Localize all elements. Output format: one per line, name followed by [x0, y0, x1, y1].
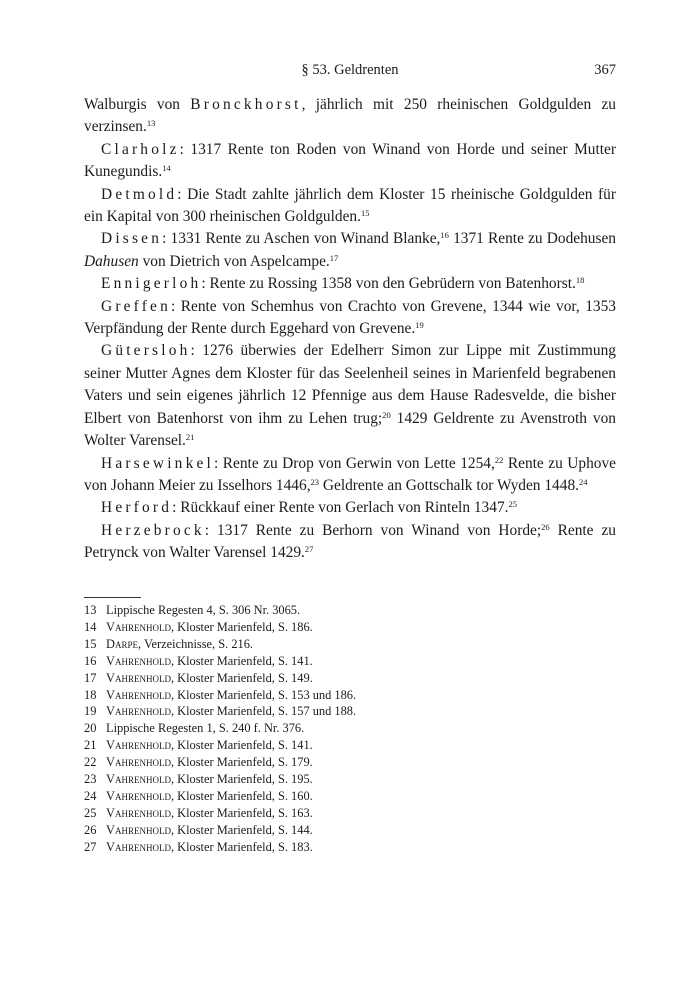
footnote-text: Lippische Regesten 4, S. 306 Nr. 3065.	[106, 603, 301, 617]
footnote-number: 19	[84, 704, 97, 719]
footnote-author: Vahrenhold	[106, 653, 171, 668]
footnote-number: 17	[84, 670, 97, 685]
paragraph-text: Rente zu Uphove von Johann Meier zu Isselhors 1446,	[84, 454, 616, 494]
footnote-text: , Kloster Marienfeld, S. 141.	[170, 738, 313, 753]
footnote-number: 22	[84, 755, 97, 770]
paragraph-text: Geldrente an Gottschalk tor Wyden 1448.	[319, 476, 579, 494]
footnote-author: Vahrenhold	[106, 670, 171, 685]
place-name: Dissen	[101, 230, 163, 248]
footnote-number: 18	[84, 687, 97, 702]
footnote-text: , Kloster Marienfeld, S. 157 und 188.	[170, 704, 357, 719]
footnote	[84, 771, 616, 788]
paragraph	[84, 94, 616, 139]
paragraph	[84, 273, 616, 295]
footnote-text: , Kloster Marienfeld, S. 163.	[170, 805, 313, 820]
place-name: Gütersloh	[101, 342, 191, 360]
footnote-text: , Kloster Marienfeld, S. 183.	[170, 839, 313, 854]
footnote-ref[interactable]: 17	[329, 252, 339, 263]
footnote-text: , Kloster Marienfeld, S. 153 und 186.	[170, 687, 357, 702]
paragraph	[84, 497, 616, 519]
footnote-text: , Kloster Marienfeld, S. 144.	[170, 822, 313, 837]
footnote-author: Vahrenhold	[106, 839, 171, 854]
paragraph-text: 1371 Rente zu Dodehusen	[448, 230, 617, 248]
footnote-separator	[84, 597, 141, 598]
paragraph-text: Rente zu Petrynck von Walter Varensel 1429.	[84, 521, 616, 562]
footnote	[84, 653, 616, 670]
footnote-author: Vahrenhold	[106, 738, 171, 753]
paragraph-text: : 1276 überwies der Edelherr Simon zur Lippe mit Zustimmung seiner Mutter Agnes dem Kloster für das Seelenheil seines in Marienfeld begrabenen Vaters und sein eigenes jährlich 12 Pfennige aus dem Hause Radesvelde, die bisher Elbert von Batenhorst von ihm zu Lehen trug;	[84, 342, 616, 427]
footnote-text: Lippische Regesten 1, S. 240 f. Nr. 376.	[106, 721, 305, 736]
place-name: Ennigerloh	[101, 275, 202, 293]
footnote-author: Vahrenhold	[106, 788, 171, 803]
place-name: Harsewinkel	[101, 454, 214, 472]
footnote-ref[interactable]: 14	[162, 163, 171, 174]
place-name: Greffen	[101, 297, 171, 315]
main-text	[84, 94, 616, 565]
place-name: Detmold	[101, 185, 178, 203]
paragraph	[84, 520, 616, 565]
footnote-author: Vahrenhold	[106, 619, 171, 634]
footnote-number: 20	[84, 721, 97, 736]
footnote-author: Vahrenhold	[106, 704, 171, 719]
footnote-text: , Verzeichnisse, S. 216.	[137, 636, 254, 651]
place-name: Herzebrock	[101, 521, 205, 539]
page-number: 367	[594, 62, 616, 78]
footnote-ref[interactable]: 15	[360, 208, 370, 219]
paragraph-text: : Rente zu Drop von Gerwin von Lette 1254,	[213, 454, 495, 472]
paragraph	[84, 453, 616, 498]
footnote	[84, 822, 616, 839]
footnote-number: 24	[84, 788, 97, 803]
paragraph-text: : Rente zu Rossing 1358 von den Gebrüdern von Batenhorst.	[201, 275, 576, 293]
footnote-text: , Kloster Marienfeld, S. 141.	[170, 653, 313, 668]
footnote-ref[interactable]: 25	[508, 499, 517, 510]
footnote-ref[interactable]: 21	[185, 432, 195, 443]
paragraph-text: : 1317 Rente zu Berhorn von Winand von Horde;	[204, 521, 542, 539]
footnote-text: , Kloster Marienfeld, S. 160.	[170, 788, 313, 803]
running-title: § 53. Geldrenten	[301, 62, 399, 78]
paragraph-text: Walburgis von	[84, 96, 191, 113]
footnote-ref[interactable]: 26	[541, 521, 550, 532]
footnote-text: , Kloster Marienfeld, S. 149.	[170, 670, 313, 685]
place-name: Clarholz	[101, 140, 180, 158]
footnote-ref[interactable]: 24	[578, 476, 588, 487]
footnote	[84, 619, 616, 636]
footnote-ref[interactable]: 22	[494, 454, 504, 465]
footnote-ref[interactable]: 20	[382, 409, 391, 420]
footnote	[84, 636, 616, 653]
footnote	[84, 839, 616, 856]
footnote	[84, 754, 616, 771]
footnote-text: , Kloster Marienfeld, S. 179.	[170, 755, 313, 770]
footnote	[84, 670, 616, 687]
footnote-number: 16	[84, 653, 97, 668]
place-name: Herford	[101, 499, 173, 517]
footnote	[84, 805, 616, 822]
footnote	[84, 703, 616, 720]
footnote-author: Vahrenhold	[106, 755, 171, 770]
paragraph	[84, 296, 616, 341]
footnote-author: Vahrenhold	[106, 772, 171, 787]
footnote	[84, 602, 616, 619]
footnote-ref[interactable]: 13	[146, 118, 156, 129]
paragraph-text: : Rente von Schemhus von Crachto von Grevene, 1344 wie vor, 1353 Verpfändung der Rente durch Eggehard von Grevene.	[84, 297, 616, 338]
footnote-number: 25	[84, 805, 97, 820]
footnote-ref[interactable]: 16	[440, 230, 449, 241]
footnote-number: 15	[84, 636, 97, 651]
paragraph-text: : 1331 Rente zu Aschen von Winand Blanke,	[162, 230, 441, 248]
paragraph	[84, 184, 616, 229]
footnote-author: Vahrenhold	[106, 822, 171, 837]
footnote	[84, 788, 616, 805]
footnote-author: Darpe	[106, 636, 138, 651]
paragraph-text: : Die Stadt zahlte jährlich dem Kloster 15 rheinische Goldgulden für ein Kapital von 300 rheinischen Goldgulden.	[84, 185, 616, 226]
footnote-author: Vahrenhold	[106, 805, 171, 820]
footnote-number: 21	[84, 738, 97, 753]
paragraph-text: von Dietrich von Aspelcampe.	[138, 252, 330, 270]
footnote-number: 14	[84, 619, 97, 634]
footnote-ref[interactable]: 18	[575, 275, 585, 286]
paragraph-text: , jährlich mit 250 rheinischen Goldgulden zu verzinsen.	[84, 96, 616, 136]
footnote-ref[interactable]: 23	[310, 476, 320, 487]
footnote-number: 23	[84, 772, 97, 787]
paragraph-text: : Rückkauf einer Rente von Gerlach von Rinteln 1347.	[172, 499, 509, 517]
italic-name: Dahusen	[84, 252, 139, 270]
footnote	[84, 720, 616, 737]
footnote-text: , Kloster Marienfeld, S. 195.	[170, 772, 313, 787]
running-header	[84, 62, 616, 82]
paragraph-text: : 1317 Rente ton Roden von Winand von Horde und seiner Mutter Kunegundis.	[84, 140, 616, 181]
footnotes	[84, 602, 616, 856]
footnote-ref[interactable]: 19	[415, 320, 424, 331]
spaced-name: Bronckhorst	[190, 96, 302, 113]
footnote-number: 26	[84, 822, 97, 837]
paragraph	[84, 228, 616, 273]
footnote	[84, 737, 616, 754]
footnote-text: , Kloster Marienfeld, S. 186.	[170, 619, 313, 634]
footnote	[84, 687, 616, 704]
paragraph	[84, 340, 616, 452]
footnote-number: 27	[84, 839, 97, 854]
paragraph-text: 1429 Geldrente zu Avenstroth von Wolter Varensel.	[84, 409, 616, 450]
paragraph	[84, 139, 616, 184]
footnote-number: 13	[84, 603, 97, 617]
footnote-author: Vahrenhold	[106, 687, 171, 702]
footnote-ref[interactable]: 27	[304, 544, 314, 555]
